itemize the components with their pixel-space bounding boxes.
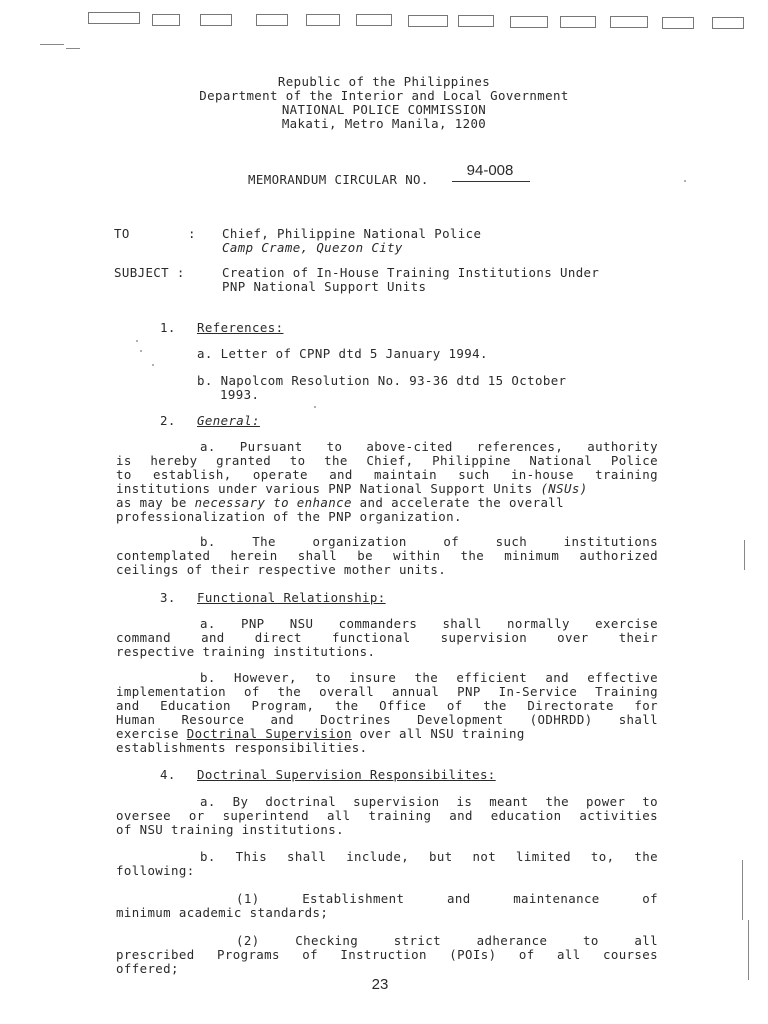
header-department: Department of the Interior and Local Government xyxy=(199,88,569,103)
section-1-number: 1. xyxy=(160,320,176,335)
section-4-b-line-2: following: xyxy=(116,863,195,878)
memo-number-rule xyxy=(452,181,530,182)
section-2-title: General: xyxy=(197,413,260,428)
section-1-item-a: a. Letter of CPNP dtd 5 January 1994. xyxy=(197,346,488,361)
section-3-b-line-3: and Education Program, the Office of the Directorate for xyxy=(116,698,658,713)
section-4-a-line-1: a. By doctrinal supervision is meant the power to xyxy=(200,794,658,809)
section-2-a-line-4 xyxy=(116,481,588,496)
section-4-item-2-line-1: (2) Checking strict adherance to all xyxy=(236,933,658,948)
header-commission: NATIONAL POLICE COMMISSION xyxy=(281,102,487,117)
subject-label: SUBJECT : xyxy=(114,265,185,280)
section-2-b-line-1: b. The organization of such institutions xyxy=(200,534,658,549)
section-3-a-line-1: a. PNP NSU commanders shall normally exercise xyxy=(200,616,658,631)
section-2-a-line-2: is hereby granted to the Chief, Philippine National Police xyxy=(116,453,658,468)
section-2-a-line-1: a. Pursuant to above-cited references, authority xyxy=(200,439,658,454)
section-2-a-line-5-end: and accelerate the overall xyxy=(351,495,565,510)
section-2-a-line-4-nsus: (NSUs) xyxy=(540,481,588,496)
header-republic: Republic of the Philippines xyxy=(277,74,491,89)
section-4-a-line-3: of NSU training institutions. xyxy=(116,822,344,837)
section-2-b-line-2: contemplated herein shall be within the minimum authorized xyxy=(116,548,658,563)
memo-number: 94-008 xyxy=(466,162,514,179)
page-number: 23 xyxy=(371,976,389,993)
subject-line-1: Creation of In-House Training Institutions Under xyxy=(222,265,600,280)
section-3-b-line-1: b. However, to insure the efficient and effective xyxy=(200,670,658,685)
section-3-b-doctrinal-supervision: Doctrinal Supervision xyxy=(186,726,352,741)
section-4-number: 4. xyxy=(160,767,176,782)
section-2-number: 2. xyxy=(160,413,176,428)
to-line-2: Camp Crame, Quezon City xyxy=(222,240,403,255)
to-label: TO xyxy=(114,226,130,241)
section-2-a-line-5-italic: necessary to enhance xyxy=(194,495,352,510)
section-4-a-line-2: oversee or superintend all training and education activities xyxy=(116,808,658,823)
section-2-a-line-4-text: institutions under various PNP National Support Units xyxy=(116,481,541,496)
section-4-item-1-line-2: minimum academic standards; xyxy=(116,905,329,920)
to-colon: : xyxy=(188,226,196,241)
section-3-title: Functional Relationship: xyxy=(197,590,386,605)
section-3-a-line-2: command and direct functional supervision over their xyxy=(116,630,658,645)
section-3-b-line-5 xyxy=(116,726,525,741)
to-line-1: Chief, Philippine National Police xyxy=(222,226,482,241)
section-4-title: Doctrinal Supervision Responsibilites: xyxy=(197,767,496,782)
section-3-b-line-5-end: over all NSU training xyxy=(351,726,525,741)
section-3-b-line-4: Human Resource and Doctrines Development (ODHRDD) shall xyxy=(116,712,658,727)
section-2-a-line-6: professionalization of the PNP organization. xyxy=(116,509,462,524)
section-4-item-2-line-3: offered; xyxy=(116,961,179,976)
section-1-item-b-line-1: b. Napolcom Resolution No. 93-36 dtd 15 October xyxy=(197,373,567,388)
section-4-item-1-line-1: (1) Establishment and maintenance of xyxy=(236,891,658,906)
subject-line-2: PNP National Support Units xyxy=(222,279,427,294)
section-2-a-line-3: to establish, operate and maintain such in-house training xyxy=(116,467,658,482)
section-3-a-line-3: respective training institutions. xyxy=(116,644,376,659)
section-2-a-line-5 xyxy=(116,495,564,510)
section-3-b-line-2: implementation of the overall annual PNP In-Service Training xyxy=(116,684,658,699)
section-1-title: References: xyxy=(197,320,284,335)
section-3-b-line-5-start: exercise xyxy=(116,726,187,741)
section-4-item-2-line-2: prescribed Programs of Instruction (POIs) of all courses xyxy=(116,947,658,962)
memo-label: MEMORANDUM CIRCULAR NO. xyxy=(248,172,429,187)
section-4-b-line-1: b. This shall include, but not limited to, the xyxy=(200,849,658,864)
section-2-a-line-5-start: as may be xyxy=(116,495,195,510)
section-2-b-line-3: ceilings of their respective mother units. xyxy=(116,562,447,577)
section-3-b-line-6: establishments responsibilities. xyxy=(116,740,368,755)
section-3-number: 3. xyxy=(160,590,176,605)
section-1-item-b-line-2: 1993. xyxy=(220,387,260,402)
header-address: Makati, Metro Manila, 1200 xyxy=(281,116,487,131)
